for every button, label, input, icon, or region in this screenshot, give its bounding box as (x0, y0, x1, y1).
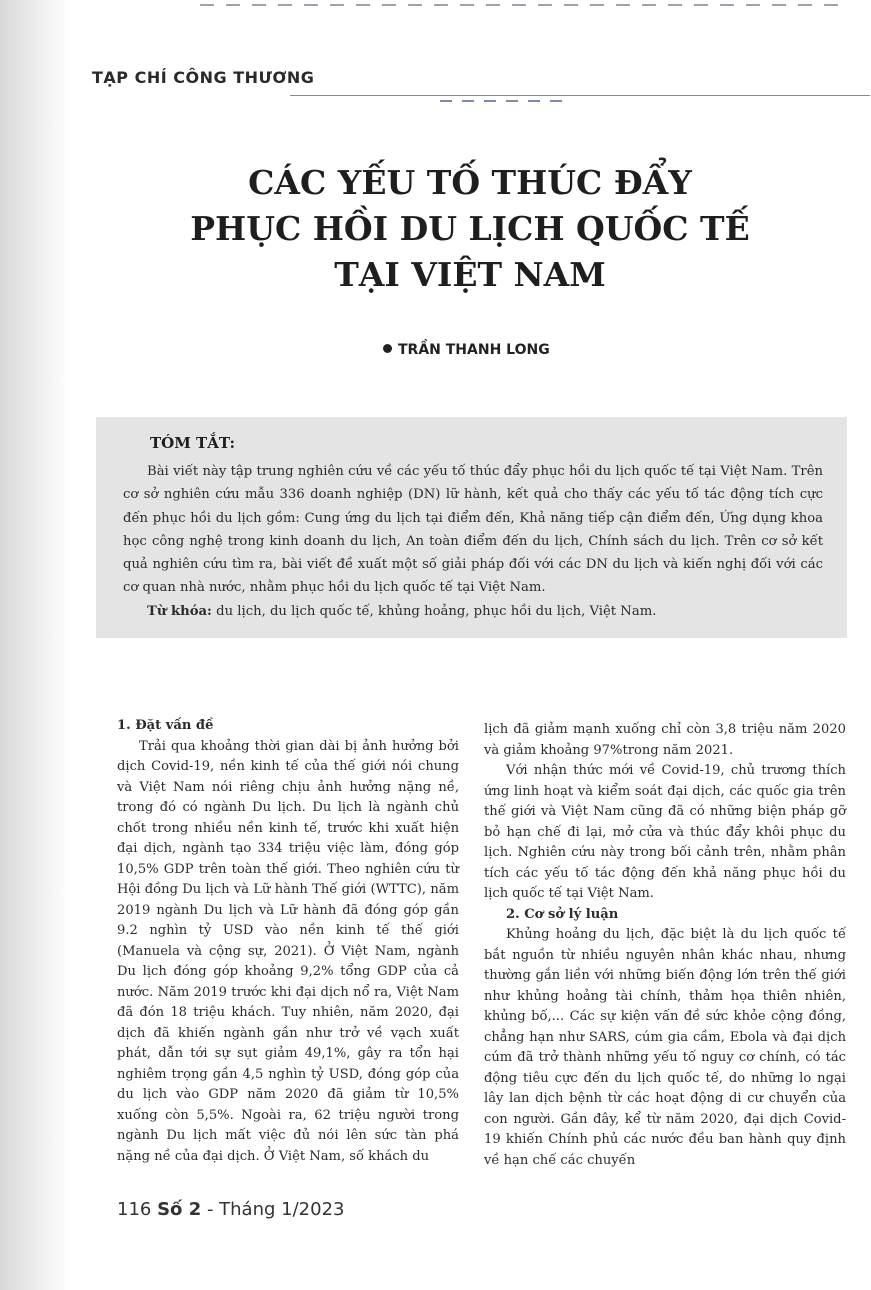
title-line: CÁC YẾU TỐ THÚC ĐẨY (248, 163, 692, 202)
issue-date: - Tháng 1/2023 (201, 1199, 345, 1220)
left-column (117, 716, 459, 1167)
paragraph: Khủng hoảng du lịch, đặc biệt là du lịch quốc tế bắt nguồn từ nhiều nguyên nhân khác nhau, nhưng thường gắn liền với những biến động lớn trên thế giới như khủng hoảng tài chính, thảm họa thiên nhiên, khủng bố,... Các sự kiện vấn đề sức khỏe cộng đồng, chẳng hạn như SARS, cúm gia cầm, Ebola và đại dịch cúm đã trở thành những yếu tố nguy cơ chính, có tác động tiêu cực đến du lịch quốc tế, do những lo ngại lây lan dịch bệnh từ các hoạt động di cư chuyển của con người. Gần đây, kể từ năm 2020, đại dịch Covid-19 khiến Chính phủ các nước đều ban hành quy định về hạn chế các chuyến (484, 927, 846, 1168)
abstract-text (123, 460, 823, 623)
author-name: TRẦN THANH LONG (398, 342, 550, 358)
keywords-line (123, 600, 823, 623)
bullet-dot-icon (383, 344, 392, 353)
title-line: PHỤC HỒI DU LỊCH QUỐC TẾ (190, 209, 750, 248)
page-edge-shadow (0, 0, 70, 1290)
title-line: TẠI VIỆT NAM (334, 255, 606, 294)
abstract-body: Bài viết này tập trung nghiên cứu về các yếu tố thúc đẩy phục hồi du lịch quốc tế tại Việt Nam. Trên cơ sở nghiên cứu mẫu 336 doanh nghiệp (DN) lữ hành, kết quả cho thấy các yếu tố tác động tích cực đến phục hồi du lịch gồm: Cung ứng du lịch tại điểm đến, Khả năng tiếp cận điểm đến, Ứng dụng khoa học công nghệ trong kinh doanh du lịch, An toàn điểm đến du lịch, Chính sách du lịch. Trên cơ sở kết quả nghiên cứu tìm ra, bài viết đề xuất một số giải pháp đối với các DN du lịch và kiến nghị đối với các cơ quan nhà nước, nhằm phục hồi du lịch quốc tế tại Việt Nam. (123, 464, 823, 596)
header-dash-decoration (440, 100, 570, 102)
issue-number: Số 2 (157, 1199, 202, 1220)
section-heading: 2. Cơ sở lý luận (506, 906, 619, 922)
journal-name: TẠP CHÍ CÔNG THƯƠNG (92, 68, 315, 87)
right-column (484, 720, 846, 1171)
page-footer (117, 1199, 344, 1220)
top-dash-decoration (200, 4, 840, 6)
author-line (383, 342, 550, 358)
paragraph: Trải qua khoảng thời gian dài bị ảnh hưởng bởi dịch Covid-19, nền kinh tế của thế giới nói chung và Việt Nam nói riêng chịu ảnh hưởng nặng nề, trong đó có ngành Du lịch. Du lịch là ngành chủ chốt trong nhiều nền kinh tế, trước khi xuất hiện đại dịch, ngành tạo 334 triệu việc làm, đóng góp 10,5% GDP trên toàn thế giới. Theo nghiên cứu từ Hội đồng Du lịch và Lữ hành Thế giới (WTTC), năm 2019 ngành Du lịch và Lữ hành đã đóng góp gần 9.2 nghìn tỷ USD vào nền kinh tế thế giới (Manuela và cộng sự, 2021). Ở Việt Nam, ngành Du lịch đóng góp khoảng 9,2% tổng GDP của cả nước. Năm 2019 trước khi đại dịch nổ ra, Việt Nam đã đón 18 triệu khách. Tuy nhiên, năm 2020, đại dịch đã khiến ngành gần như trở về vạch xuất phát, dẫn tới sự sụt giảm 49,1%, gây ra tổn hại nghiêm trọng gần 4,5 nghìn tỷ USD, đóng góp của du lịch vào GDP năm 2020 đã giảm từ 10,5% xuống còn 5,5%. Ngoài ra, 62 triệu người trong ngành Du lịch mất việc đủ nói lên sức tàn phá nặng nề của đại dịch. Ở Việt Nam, số khách du (117, 738, 459, 1164)
keywords-list: du lịch, du lịch quốc tế, khủng hoảng, phục hồi du lịch, Việt Nam. (211, 603, 657, 619)
abstract-heading: TÓM TẮT: (150, 434, 236, 452)
paragraph: lịch đã giảm mạnh xuống chỉ còn 3,8 triệu năm 2020 và giảm khoảng 97%trong năm 2021. (484, 722, 846, 758)
article-title (120, 160, 820, 298)
header-rule (290, 95, 870, 96)
section-heading: 1. Đặt vấn đề (117, 718, 214, 733)
paragraph: Với nhận thức mới về Covid-19, chủ trương thích ứng linh hoạt và kiểm soát đại dịch, các quốc gia trên thế giới và Việt Nam cũng đã có những biện pháp gỡ bỏ hạn chế đi lại, mở cửa và thúc đẩy khôi phục du lịch. Nghiên cứu này trong bối cảnh trên, nhằm phân tích các yếu tố tác động đến khả năng phục hồi du lịch quốc tế tại Việt Nam. (484, 763, 846, 901)
page-number: 116 (117, 1199, 152, 1220)
keywords-label: Từ khóa: (147, 603, 212, 619)
